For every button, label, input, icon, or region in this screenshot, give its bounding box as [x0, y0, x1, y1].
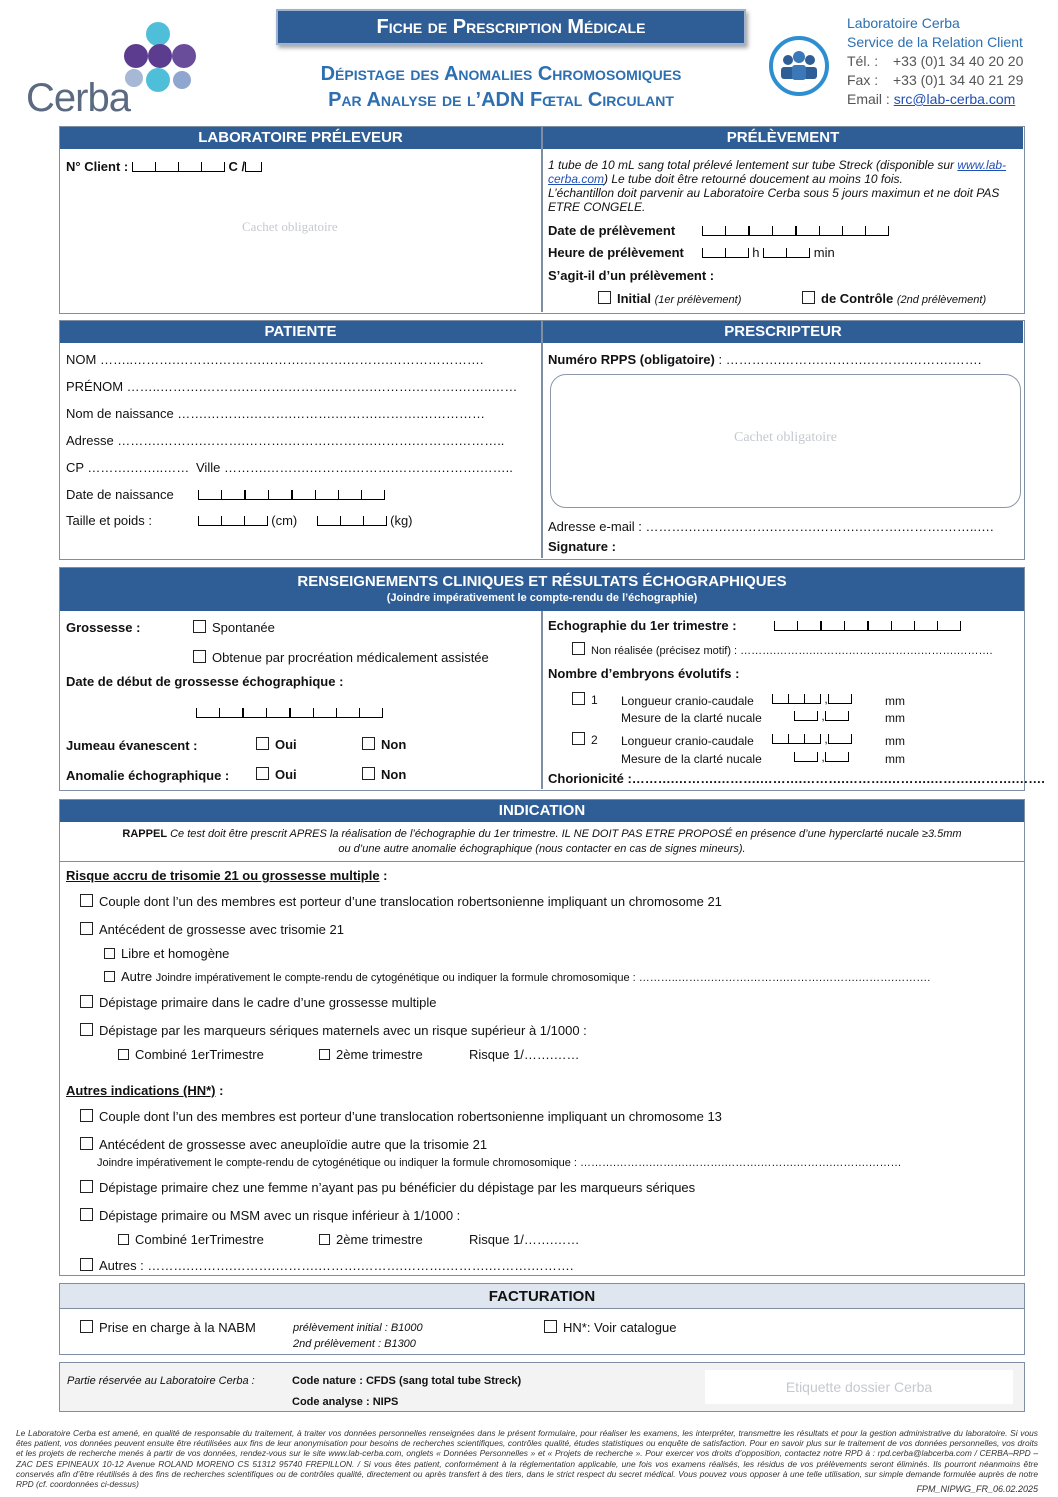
form-reference: FPM_NIPWG_FR_06.02.2025: [916, 1484, 1038, 1494]
controle-note: (2nd prélèvement): [896, 294, 987, 306]
spontanee-option[interactable]: [193, 620, 275, 635]
rappel-text-2: ou d’une autre anomalie échographique (nous contacter en cas de signes mineurs).: [338, 843, 746, 855]
a4-checkbox[interactable]: [80, 1208, 93, 1221]
anomalie-non-label: Non: [381, 767, 407, 782]
patiente-header: PATIENTE: [60, 321, 541, 343]
r1-option[interactable]: [80, 894, 722, 909]
embryon-1-option[interactable]: [572, 692, 598, 707]
client-label: N° Client :: [66, 159, 129, 174]
date-prelevement-field[interactable]: [548, 223, 889, 238]
fax-label: Fax :: [847, 72, 879, 88]
a4-option[interactable]: [80, 1208, 460, 1223]
cn-2-field[interactable]: ,: [794, 750, 849, 764]
a5-checkbox[interactable]: [80, 1258, 93, 1271]
prescripteur-stamp-label: Cachet obligatoire: [733, 430, 838, 445]
a4-t2-checkbox[interactable]: [319, 1234, 330, 1245]
jumeau-non-label: Non: [381, 737, 407, 752]
clinique-header: [60, 568, 1024, 611]
info-text-2: ) Le tube doit être retourné doucement au moins 10 fois.: [604, 172, 903, 186]
a3-option[interactable]: [80, 1180, 695, 1195]
controle-option[interactable]: [802, 291, 986, 306]
r3-label: Dépistage primaire dans le cadre d’une grossesse multiple: [99, 995, 437, 1010]
heure-label: Heure de prélèvement: [548, 245, 684, 260]
r2a-checkbox[interactable]: [104, 948, 115, 959]
a1-option[interactable]: [80, 1109, 722, 1124]
lab-contact: [847, 14, 1023, 109]
anomalie-label: Anomalie échographique :: [66, 768, 230, 783]
hn-label: HN*: Voir catalogue: [563, 1320, 677, 1335]
logo-text: Cerba: [26, 76, 130, 120]
jumeau-non-checkbox[interactable]: [362, 737, 375, 750]
r2-label: Antécédent de grossesse avec trisomie 21: [99, 922, 344, 937]
cn-1-label: Mesure de la clarté nucale: [621, 711, 762, 725]
r4-risque-field[interactable]: Risque 1/…….……: [469, 1047, 580, 1062]
lcc-1-field[interactable]: ,: [772, 692, 852, 706]
clinique-subtitle: (Joindre impérativement le compte-rendu de l’échographie): [386, 592, 698, 604]
r4-t2-option[interactable]: [319, 1047, 423, 1062]
a1-label: Couple dont l’un des membres est porteur d’une translocation robertsonienne impliquant un chromosome 13: [99, 1109, 722, 1124]
spontanee-checkbox[interactable]: [193, 620, 206, 633]
section-labo-prelevement: [59, 126, 1025, 314]
debut-grossesse-field[interactable]: [196, 705, 383, 720]
contact-icon: [768, 35, 830, 97]
r2-checkbox[interactable]: [80, 922, 93, 935]
embryons-label: Nombre d’embryons évolutifs :: [548, 666, 740, 681]
risque-title: Risque accru de trisomie 21 ou grossesse multiple :: [66, 868, 388, 883]
embryon-1-label: 1: [591, 693, 598, 707]
r4-checkbox[interactable]: [80, 1023, 93, 1036]
hn-option[interactable]: [544, 1320, 676, 1335]
info-text-1: 1 tube de 10 mL sang total prélevé lentement sur tube Streck (disponible sur: [548, 158, 958, 172]
r4-option[interactable]: [80, 1023, 587, 1038]
prescripteur-stamp-box[interactable]: [550, 374, 1021, 508]
p1-note: prélèvement initial : B1000: [293, 1322, 423, 1334]
a3-label: Dépistage primaire chez une femme n’ayant pas pu bénéficier du dépistage par les marqueurs sériques: [99, 1180, 696, 1195]
non-realisee-checkbox[interactable]: [572, 642, 585, 655]
a2-note: Joindre impérativement le compte-rendu de cytogénétique ou indiquer la formule chromosomique : ……….……….……….……….……….……….……….……….………: [97, 1157, 902, 1169]
email-link[interactable]: src@lab-cerba.com: [893, 91, 1016, 107]
tel-number: +33 (0)1 34 40 20 20: [893, 53, 1024, 69]
lab-name: Laboratoire Cerba: [847, 15, 960, 31]
initial-note: (1er prélèvement): [654, 294, 742, 306]
prenom-field[interactable]: PRÉNOM ……..……….……….……….……….……….……….……….……..……: [66, 379, 518, 394]
rappel-label: RAPPEL: [122, 828, 168, 840]
nom-naissance-field[interactable]: Nom de naissance …….……….……….……….……….……….……………: [66, 406, 485, 421]
a2-option[interactable]: [80, 1137, 487, 1152]
rpps-label: Numéro RPPS (obligatoire): [548, 352, 715, 367]
anomalie-non-option[interactable]: [362, 767, 406, 782]
r4-t2-label: 2ème trimestre: [336, 1047, 423, 1062]
a2-label: Antécédent de grossesse avec aneuploïdie autre que la trisomie 21: [99, 1137, 488, 1152]
a4-label: Dépistage primaire ou MSM avec un risque inférieur à 1/1000 :: [99, 1208, 461, 1223]
footer-legal-text: Le Laboratoire Cerba est amené, en qualité de responsable du traitement, à traiter vos données personnelles renseignées dans le présent formulaire, pour réaliser les examens, les interpréter, transmettre les résultats et pour la gestion administrative du laboratoire. Si vous êtes patient, vos données peuvent ensuite être réutilisées aux fins de leur anonymisation pour besoins de recherches scientifiques, contrôles qualité, études statistiques ou enquête de satisfaction. Pour en savoir plus sur le traitement de vos données personnelles, vos droits et les projets de recherche menés à partir de vos données, rendez-vous sur le site www.lab-cerba.com, onglets « Données Personnelles » et « Projets de recherche ». Pour exercer vos droits d’opposition, contactez notre RPD à : rpd.cerba@labcerba.com / CERBA–RPD – ZAC DES EPINEAUX 10-12 Avenue ROLAND MORENO CS 51312 95740 FREPILLON. / Si vous êtes patient, conformément à la réglementation applicable, une fois vos examens réalisés, les résidus de vos prélèvements seront éliminés. Ils pourront néanmoins être conservés afin d’être réutilisés à des fins de recherches scientifiques ou de contrôles qualité, directement ou après transfert à des tiers, dans le strict respect du secret médical. Vous pouvez vous opposer à une telle utilisation, sur simple demande formulée auprès de notre RPD (cf. coordonnées ci-dessus): [16, 1428, 1038, 1490]
a4-risque-field[interactable]: Risque 1/…….……: [469, 1232, 580, 1247]
anomalie-oui-label: Oui: [275, 767, 297, 782]
prescripteur-email-field[interactable]: Adresse e-mail : ……….……….……….……….……….……….……….……..….: [548, 519, 994, 534]
nabm-label: Prise en charge à la NABM: [99, 1320, 256, 1335]
r4-combine-label: Combiné 1erTrimestre: [135, 1047, 264, 1062]
cn-1-unit: mm: [885, 711, 905, 725]
cn-2-unit: mm: [885, 752, 905, 766]
echo-label: Echographie du 1er trimestre :: [548, 618, 737, 633]
embryon-2-label: 2: [591, 733, 598, 747]
code-nature: Code nature : CFDS (sang total tube Streck): [292, 1375, 522, 1387]
subtitle-2: Par Analyse de l’ADN Fœtal Circulant: [328, 89, 674, 111]
a4-combine-checkbox[interactable]: [118, 1234, 129, 1245]
anomalie-non-checkbox[interactable]: [362, 767, 375, 780]
lcc-2-field[interactable]: ,: [772, 732, 852, 746]
non-realisee-label: Non réalisée (précisez motif) : ……….……….……….……….……….……….……….: [591, 645, 993, 657]
fax-number: +33 (0)1 34 40 21 29: [893, 72, 1024, 88]
section-indication: [59, 799, 1025, 1276]
section-patiente-prescripteur: [59, 320, 1025, 560]
section-reserve: [59, 1362, 1025, 1412]
r1-checkbox[interactable]: [80, 894, 93, 907]
r2b-label: Autre: [121, 969, 153, 984]
email-label: Email :: [847, 91, 890, 107]
r1-label: Couple dont l’un des membres est porteur d’une translocation robertsonienne impliquant un chromosome 21: [99, 894, 722, 909]
h-label: h: [752, 245, 760, 260]
ddn-label: Date de naissance: [66, 487, 174, 502]
jumeau-non-option[interactable]: [362, 737, 406, 752]
clinique-title: RENSEIGNEMENTS CLINIQUES ET RÉSULTATS ÉCHOGRAPHIQUES: [297, 573, 787, 590]
a4-t2-option[interactable]: [319, 1232, 423, 1247]
nom-field[interactable]: NOM ……..……….……….……….……….……….……….………………….: [66, 352, 484, 367]
indication-header: INDICATION: [60, 800, 1024, 822]
r2b-note: Joindre impérativement le compte-rendu de cytogénétique ou indiquer la formule chromosomique : ………..……….……….……….……….……….……….……….: [155, 972, 931, 984]
rappel-text-1: Ce test doit être prescrit APRES la réalisation de l’échographie du 1er trimestre. IL NE DOIT PAS ETRE PROPOSÉ en présence d’une hyperclarté nucale ≥3.5mm: [170, 828, 962, 840]
lab-service: Service de la Relation Client: [847, 34, 1023, 50]
a4-t2-label: 2ème trimestre: [336, 1232, 423, 1247]
lcc-2-label: Longueur cranio-caudale: [621, 734, 754, 748]
autres-title-text: Autres indications (HN*): [66, 1083, 216, 1098]
echo-field[interactable]: [548, 618, 961, 633]
heure-prelevement-field[interactable]: [548, 245, 835, 260]
client-number-field[interactable]: [66, 159, 262, 174]
anomalie-oui-checkbox[interactable]: [256, 767, 269, 780]
embryon-1-checkbox[interactable]: [572, 692, 585, 705]
prelevement-question: S’agit-il d’un prélèvement :: [548, 268, 715, 283]
jumeau-oui-label: Oui: [275, 737, 297, 752]
subtitle-1: Dépistage des Anomalies Chromosomiques: [320, 63, 682, 85]
r3-checkbox[interactable]: [80, 995, 93, 1008]
signature-field[interactable]: Signature :: [548, 539, 616, 554]
r2a-option[interactable]: [104, 946, 229, 961]
labo-stamp-area: Cachet obligatoire: [242, 219, 338, 234]
r4-combine-option[interactable]: [118, 1047, 264, 1062]
r4-combine-checkbox[interactable]: [118, 1049, 129, 1060]
ville-field[interactable]: Ville ……….……….……….……….……….……….……..: [196, 460, 513, 475]
anomalie-oui-option[interactable]: [256, 767, 297, 782]
etiquette-area: Etiquette dossier Cerba: [705, 1370, 1013, 1404]
section-facturation: [59, 1283, 1025, 1355]
c-label: C /: [228, 159, 246, 174]
autres-title: Autres indications (HN*) :: [66, 1083, 224, 1098]
rpps-field[interactable]: [548, 352, 981, 367]
jumeau-oui-option[interactable]: [256, 737, 297, 752]
jumeau-label: Jumeau évanescent :: [66, 738, 198, 753]
r2-option[interactable]: [80, 922, 344, 937]
pma-checkbox[interactable]: [193, 650, 206, 663]
embryon-2-option[interactable]: [572, 732, 598, 747]
a2-checkbox[interactable]: [80, 1137, 93, 1150]
ddn-field[interactable]: [66, 487, 385, 502]
p2-note: 2nd prélèvement : B1300: [293, 1338, 416, 1350]
r3-option[interactable]: [80, 995, 436, 1010]
lcc-1-unit: mm: [885, 694, 905, 708]
debut-grossesse-label: Date de début de grossesse échographique :: [66, 674, 344, 689]
chorionicite-field[interactable]: [548, 771, 1045, 786]
lcc-1-label: Longueur cranio-caudale: [621, 694, 754, 708]
r2a-label: Libre et homogène: [121, 946, 230, 961]
a3-checkbox[interactable]: [80, 1180, 93, 1193]
labo-preleveur-header: LABORATOIRE PRÉLEVEUR: [60, 127, 541, 149]
a5-option[interactable]: [80, 1258, 574, 1273]
prelevement-info: [548, 158, 1022, 214]
a5-label: Autres : ……….……….……….……….……….……….……….……….……….……….: [99, 1258, 574, 1273]
lab-cerba-link[interactable]: www.lab-cerba.com: [548, 158, 1007, 186]
section-clinique: [59, 567, 1045, 791]
risque-title-text: Risque accru de trisomie 21 ou grossesse multiple: [66, 868, 380, 883]
taille-poids-field[interactable]: [66, 513, 413, 528]
nabm-option[interactable]: [80, 1320, 256, 1335]
chorionicite-label: Chorionicité :……….……….……….……….……….……….……….……….……….…….: [548, 771, 1045, 786]
a4-combine-label: Combiné 1erTrimestre: [135, 1232, 264, 1247]
form-title: Fiche de Prescription Médicale: [276, 9, 746, 45]
r4-t2-checkbox[interactable]: [319, 1049, 330, 1060]
kg-label: (kg): [390, 513, 413, 528]
facturation-header: FACTURATION: [60, 1284, 1024, 1309]
nabm-checkbox[interactable]: [80, 1320, 93, 1333]
date-prelevement-label: Date de prélèvement: [548, 223, 676, 238]
spontanee-label: Spontanée: [212, 620, 275, 635]
rpps-dots: : ………….……….……….……….……….…….: [714, 352, 982, 367]
initial-checkbox[interactable]: [598, 291, 611, 304]
prelevement-header: PRÉLÈVEMENT: [543, 127, 1023, 149]
cp-field[interactable]: CP ……….……..……: [66, 460, 190, 475]
tel-label: Tél. :: [847, 53, 879, 69]
r2b-checkbox[interactable]: [104, 971, 115, 982]
r2b-option[interactable]: [104, 969, 930, 984]
cerba-logo: [26, 16, 206, 122]
reserve-label: Partie réservée au Laboratoire Cerba :: [67, 1375, 255, 1387]
pma-label: Obtenue par procréation médicalement assistée: [212, 650, 489, 665]
initial-label: Initial: [617, 291, 651, 306]
rappel-block: [60, 827, 1024, 862]
controle-checkbox[interactable]: [802, 291, 815, 304]
adresse-field[interactable]: Adresse ……….……….……….……….……….……….……….……….………..: [66, 433, 505, 448]
a1-checkbox[interactable]: [80, 1109, 93, 1122]
cn-2-label: Mesure de la clarté nucale: [621, 752, 762, 766]
initial-option[interactable]: [598, 291, 741, 306]
cm-label: (cm): [271, 513, 298, 528]
non-realisee-option[interactable]: [572, 642, 993, 657]
cn-1-field[interactable]: ,: [794, 709, 849, 723]
taille-poids-label: Taille et poids :: [66, 513, 152, 528]
pma-option[interactable]: [193, 650, 489, 665]
lcc-2-unit: mm: [885, 734, 905, 748]
prescripteur-header: PRESCRIPTEUR: [543, 321, 1023, 343]
jumeau-oui-checkbox[interactable]: [256, 737, 269, 750]
r4-label: Dépistage par les marqueurs sériques maternels avec un risque supérieur à 1/1000 :: [99, 1023, 587, 1038]
controle-label: de Contrôle: [821, 291, 894, 306]
grossesse-label: Grossesse :: [66, 620, 141, 635]
hn-checkbox[interactable]: [544, 1320, 557, 1333]
code-analyse: Code analyse : NIPS: [292, 1396, 399, 1408]
a4-combine-option[interactable]: [118, 1232, 264, 1247]
min-label: min: [813, 245, 835, 260]
embryon-2-checkbox[interactable]: [572, 732, 585, 745]
info-text-3: L’échantillon doit parvenir au Laboratoire Cerba sous 5 jours maximun et ne doit PAS ETRE CONGELE.: [548, 186, 1000, 214]
